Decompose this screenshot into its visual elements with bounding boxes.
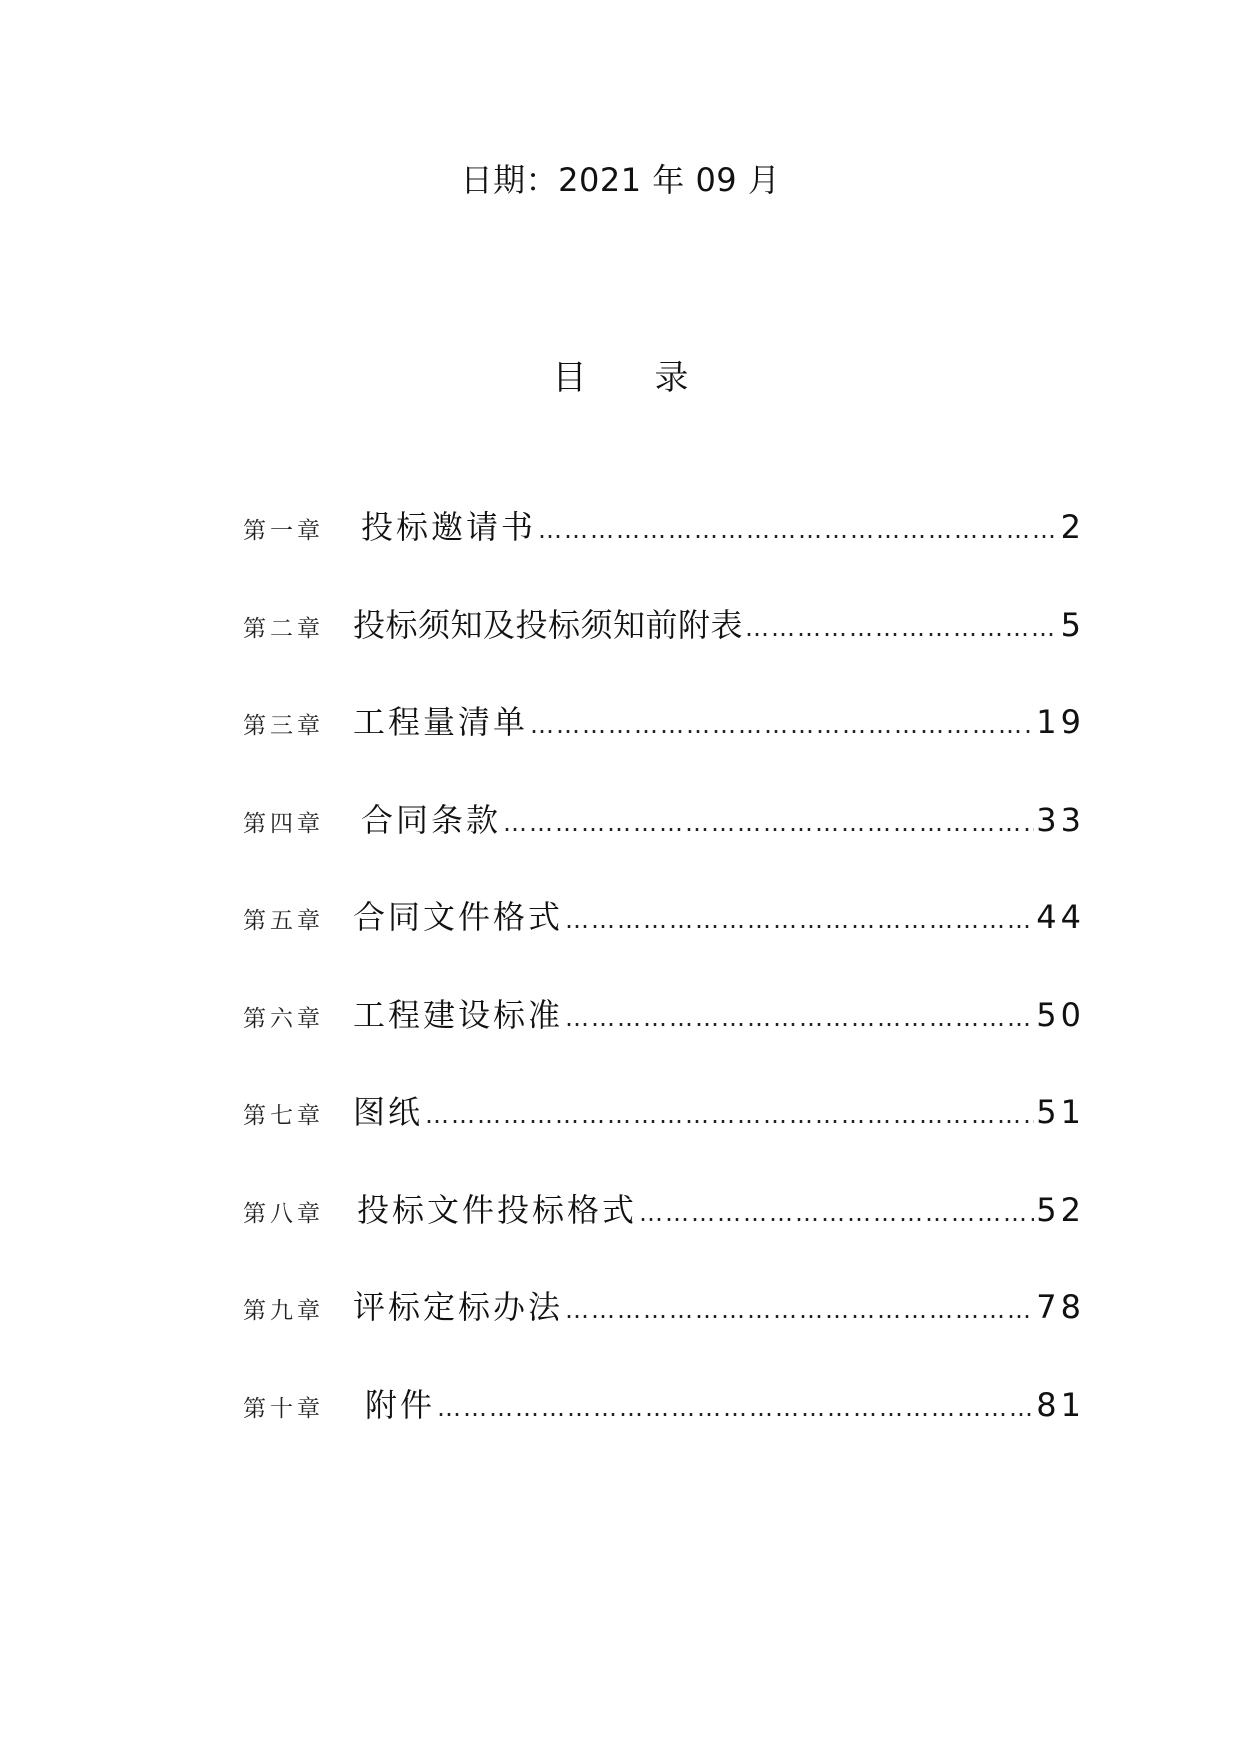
dot-leader <box>503 809 1034 837</box>
dot-leader <box>639 1199 1034 1227</box>
toc-entry[interactable] <box>243 1087 1085 1185</box>
dot-leader <box>745 614 1059 642</box>
dot-leader <box>530 711 1034 739</box>
chapter-number: 第十章 <box>243 1395 324 1422</box>
chapter-number: 第三章 <box>243 713 324 739</box>
chapter-title: 评标定标办法 <box>353 1288 564 1326</box>
page-number: 19 <box>1036 703 1085 741</box>
toc-heading-right: 录 <box>654 358 689 398</box>
page-number: 81 <box>1036 1385 1085 1424</box>
toc-entry[interactable] <box>243 600 1085 698</box>
dot-leader <box>565 906 1034 934</box>
page-number: 51 <box>1036 1093 1085 1131</box>
toc-heading <box>0 355 1241 401</box>
chapter-title: 投标须知及投标须知前附表 <box>353 605 744 644</box>
dot-leader <box>437 1394 1034 1422</box>
toc-entry[interactable] <box>243 1380 1085 1478</box>
page-number: 5 <box>1060 605 1085 644</box>
page-number: 52 <box>1036 1190 1085 1229</box>
dot-leader <box>565 1296 1034 1324</box>
page-number: 44 <box>1036 898 1085 936</box>
chapter-title: 工程量清单 <box>353 703 529 741</box>
chapter-number: 第五章 <box>243 908 324 934</box>
chapter-number: 第四章 <box>243 810 324 837</box>
table-of-contents <box>243 502 1085 1477</box>
toc-entry[interactable] <box>243 892 1085 990</box>
page-number: 33 <box>1036 800 1085 839</box>
document-date: 日期：2021 年 09 月 <box>460 161 781 199</box>
toc-entry[interactable] <box>243 1185 1085 1283</box>
toc-entry[interactable] <box>243 697 1085 795</box>
toc-entry[interactable] <box>243 990 1085 1088</box>
dot-leader <box>565 1004 1034 1032</box>
chapter-title: 合同条款 <box>361 800 502 839</box>
page-number: 2 <box>1060 508 1085 546</box>
dot-leader <box>538 516 1059 544</box>
page-number: 50 <box>1036 995 1085 1034</box>
chapter-title: 合同文件格式 <box>353 898 564 936</box>
chapter-title: 投标文件投标格式 <box>357 1190 638 1229</box>
toc-entry[interactable] <box>243 795 1085 893</box>
chapter-title: 附件 <box>365 1385 436 1424</box>
toc-entry[interactable] <box>243 502 1085 600</box>
chapter-number: 第九章 <box>243 1298 324 1324</box>
chapter-number: 第八章 <box>243 1200 324 1227</box>
chapter-number: 第七章 <box>243 1103 324 1129</box>
chapter-title: 投标邀请书 <box>361 508 537 546</box>
toc-heading-left: 目 <box>552 358 587 398</box>
chapter-title: 工程建设标准 <box>353 995 564 1034</box>
chapter-number: 第二章 <box>243 615 324 642</box>
chapter-number: 第一章 <box>243 518 324 544</box>
toc-entry[interactable] <box>243 1282 1085 1380</box>
page-number: 78 <box>1036 1288 1085 1326</box>
chapter-number: 第六章 <box>243 1005 324 1032</box>
chapter-title: 图纸 <box>353 1093 424 1131</box>
dot-leader <box>425 1101 1034 1129</box>
